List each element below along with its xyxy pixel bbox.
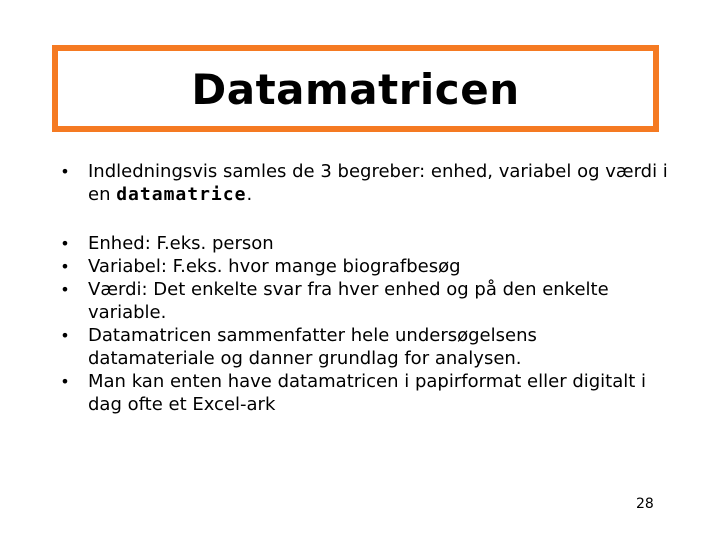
list-item-text: Enhed: F.eks. person — [88, 233, 274, 254]
intro-bold-term: datamatrice — [116, 184, 247, 205]
bullet-icon: • — [60, 372, 70, 391]
intro-text: Indledningsvis samles de 3 begreber: enhed, variabel og værdi i en — [88, 161, 668, 205]
page-number: 28 — [636, 496, 654, 512]
slide-title: Datamatricen — [191, 65, 520, 114]
bullet-icon: • — [60, 326, 70, 345]
bullet-icon: • — [60, 234, 70, 253]
list-item-text: Værdi: Det enkelte svar fra hver enhed og på den enkelte variable. — [88, 279, 609, 323]
list-item — [58, 278, 668, 324]
list-item-text: Man kan enten have datamatricen i papirformat eller digitalt i dag ofte et Excel-ark — [88, 371, 647, 415]
bullet-icon: • — [60, 257, 70, 276]
bullet-list — [58, 232, 668, 416]
bullet-icon: • — [60, 162, 70, 181]
list-item — [58, 255, 668, 278]
intro-item — [58, 160, 668, 206]
list-item-text: Variabel: F.eks. hvor mange biografbesøg — [88, 256, 461, 277]
list-item — [58, 370, 668, 416]
intro-list — [58, 160, 668, 206]
intro-end: . — [246, 184, 253, 205]
bullet-icon: • — [60, 280, 70, 299]
list-item — [58, 324, 668, 370]
title-box — [52, 45, 659, 132]
list-item-text: Datamatricen sammenfatter hele undersøgelsens datamateriale og danner grundlag for analysen. — [88, 325, 537, 369]
list-item — [58, 232, 668, 255]
